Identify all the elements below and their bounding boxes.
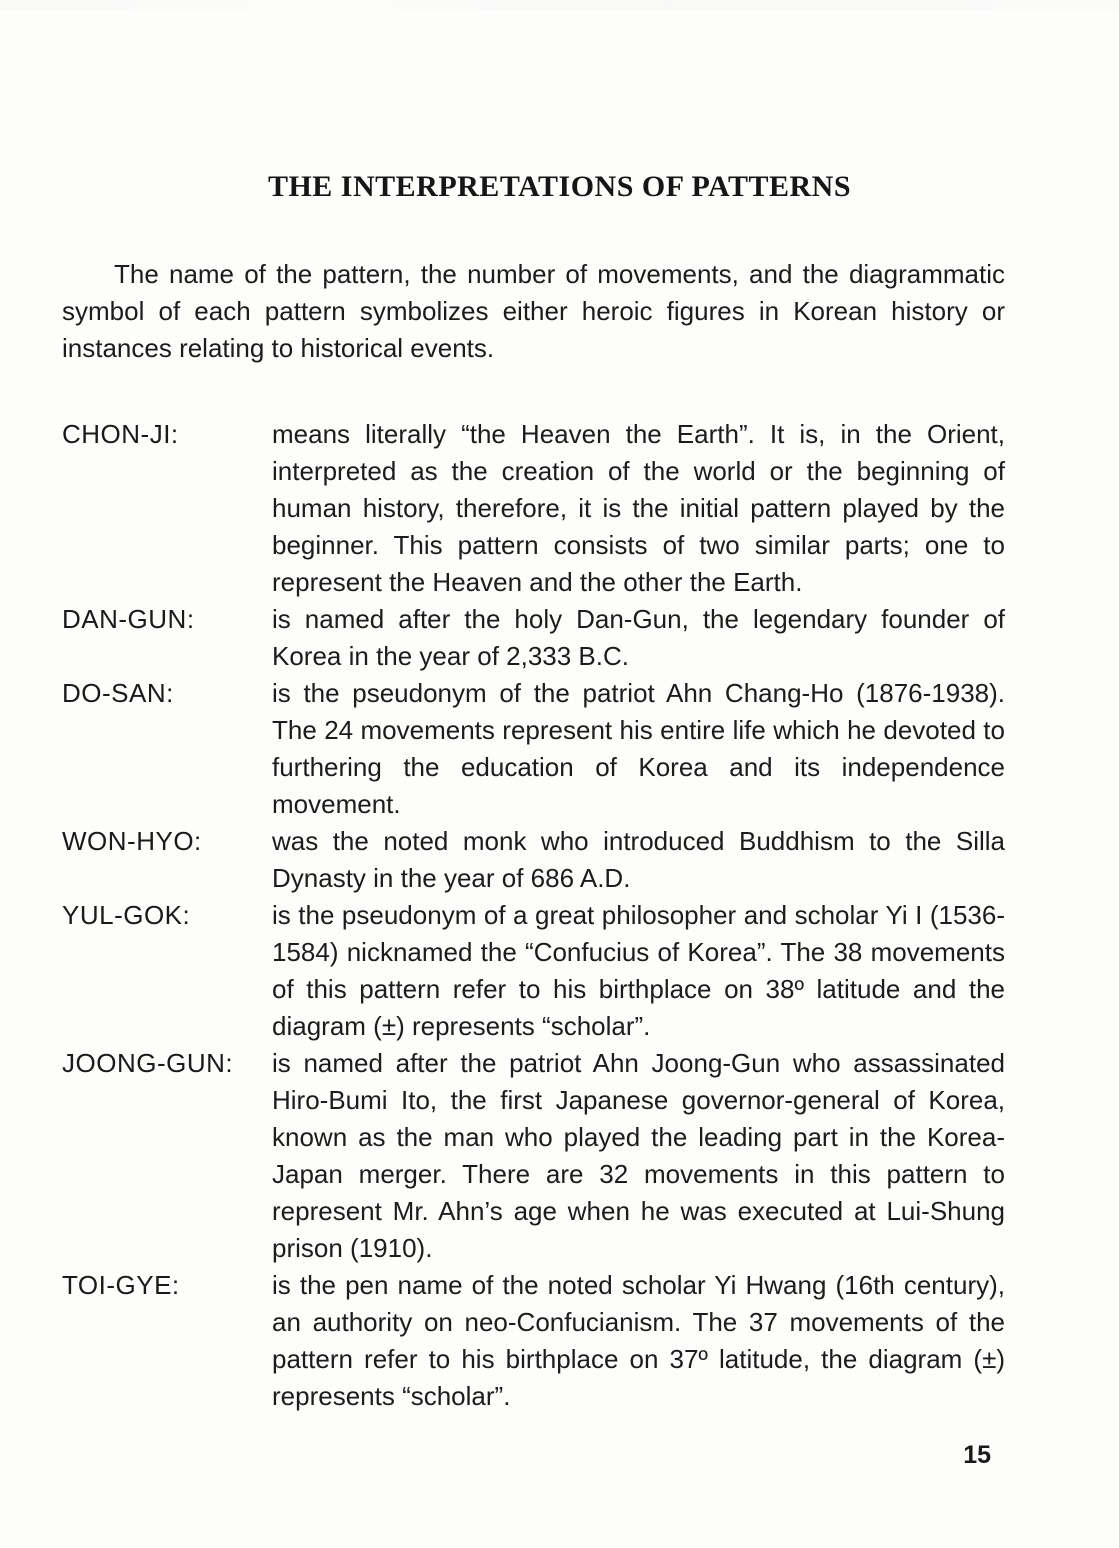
page-title: THE INTERPRETATIONS OF PATTERNS (267, 170, 852, 203)
definition-row-yul-gok (62, 897, 1005, 1045)
page-number: 15 (963, 1441, 991, 1469)
pattern-term-joong-gun: JOONG-GUN: (62, 1048, 234, 1078)
pattern-term-toi-gye: TOI-GYE: (62, 1270, 180, 1300)
pattern-definition-yul-gok: is the pseudonym of a great philosopher and scholar Yi I (1536-1584) nicknamed the “Confucius of Korea”. The 38 movements of this pattern refer to his birthplace on 38º latitude and the diagram (±) represents “scholar”. (272, 900, 1005, 1041)
intro-paragraph: The name of the pattern, the number of movements, and the diagrammatic symbol of each pattern symbolizes either heroic figures in Korean history or instances relating to historical events. (62, 259, 1005, 363)
pattern-term-chon-ji: CHON-JI: (62, 419, 179, 449)
pattern-term-won-hyo: WON-HYO: (62, 826, 202, 856)
scan-artifact (0, 0, 1119, 10)
definition-row-joong-gun (62, 1045, 1005, 1267)
pattern-term-yul-gok: YUL-GOK: (62, 900, 191, 930)
pattern-definition-toi-gye: is the pen name of the noted scholar Yi Hwang (16th century), an authority on neo-Confucianism. The 37 movements of the pattern refer to his birthplace on 37º latitude, the diagram (±) represents “scholar”. (272, 1270, 1005, 1411)
pattern-definition-won-hyo: was the noted monk who introduced Buddhism to the Silla Dynasty in the year of 686 A.D. (272, 826, 1005, 893)
pattern-definition-do-san: is the pseudonym of the patriot Ahn Chang-Ho (1876-1938). The 24 movements represent his entire life which he devoted to furthering the education of Korea and its independence movement. (272, 678, 1005, 819)
definition-row-dan-gun (62, 601, 1005, 675)
pattern-definition-chon-ji: means literally “the Heaven the Earth”. It is, in the Orient, interpreted as the creation of the world or the beginning of human history, therefore, it is the initial pattern played by the beginner. This pattern consists of two similar parts; one to represent the Heaven and the other the Earth. (272, 419, 1005, 597)
definition-row-chon-ji (62, 416, 1005, 601)
pattern-definition-dan-gun: is named after the holy Dan-Gun, the legendary founder of Korea in the year of 2,333 B.C. (272, 604, 1005, 671)
definition-row-won-hyo (62, 823, 1005, 897)
pattern-term-dan-gun: DAN-GUN: (62, 604, 195, 634)
pattern-definition-list (62, 416, 1005, 1415)
pattern-definition-joong-gun: is named after the patriot Ahn Joong-Gun who assassinated Hiro-Bumi Ito, the first Japanese governor-general of Korea, known as the man who played the leading part in the Korea-Japan merger. There are 32 movements in this pattern to represent Mr. Ahn’s age when he was executed at Lui-Shung prison (1910). (272, 1048, 1005, 1263)
pattern-term-do-san: DO-SAN: (62, 678, 174, 708)
definition-row-do-san (62, 675, 1005, 823)
definition-row-toi-gye (62, 1267, 1005, 1415)
